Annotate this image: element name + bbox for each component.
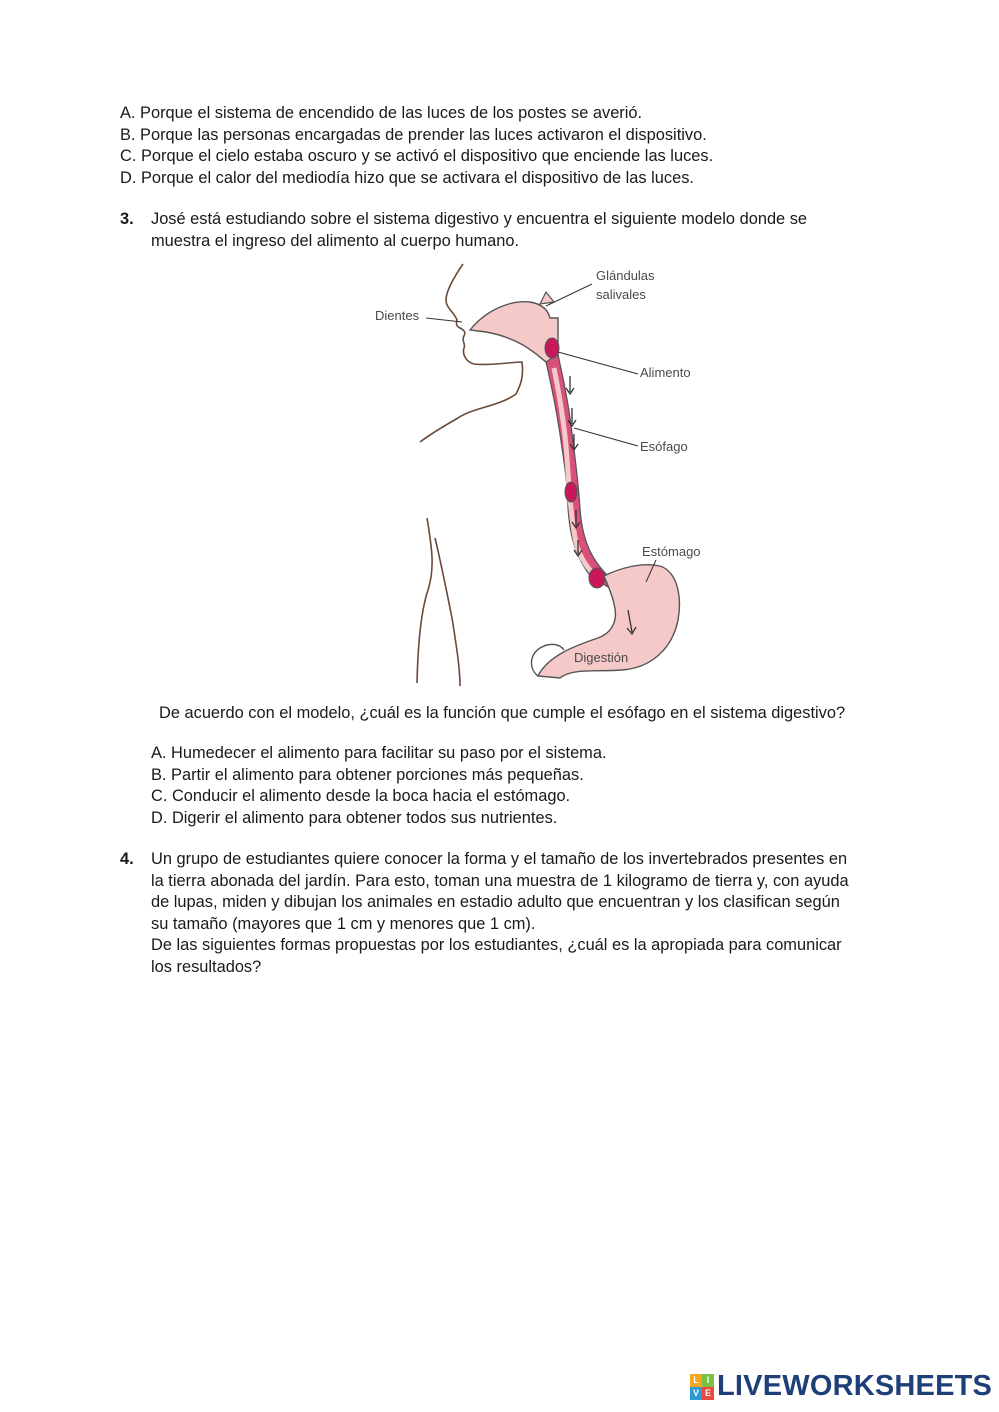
label-digestion: Digestión [574, 650, 629, 665]
q3-option-d: D. Digerir el alimento para obtener todos sus nutrientes. [151, 808, 558, 827]
q3-text-line-2: muestra el ingreso del alimento al cuerpo humano. [151, 232, 520, 250]
digestive-system-diagram [360, 258, 720, 688]
q4-text-line-5: De las siguientes formas propuestas por los estudiantes, ¿cuál es la apropiada para comunicar [151, 936, 842, 954]
q3-number: 3. [120, 210, 134, 228]
body-outline-torso [435, 538, 460, 686]
mouth-cavity [470, 302, 558, 362]
q3-option-a: A. Humedecer el alimento para facilitar su paso por el sistema. [151, 744, 607, 762]
logo-mark-letter: E [702, 1387, 714, 1400]
saliva-gland [540, 292, 554, 304]
liveworksheets-logo [690, 1370, 992, 1404]
q4-text-line-3: de lupas, miden y dibujan los animales en estadio adulto que encuentran y los clasifican según [151, 893, 840, 911]
q3-option-c: C. Conducir el alimento desde la boca hacia el estómago. [151, 787, 571, 805]
q2-option-a: A. Porque el sistema de encendido de las luces de los postes se averió. [120, 104, 643, 122]
food-bolus-top [545, 338, 559, 358]
q3-text-line-1: José está estudiando sobre el sistema digestivo y encuentra el siguiente modelo donde se [151, 210, 808, 228]
liveworksheets-logo-text: LIVEWORKSHEETS [717, 1370, 993, 1403]
label-alimento: Alimento [640, 365, 691, 380]
label-estomago: Estómago [642, 544, 701, 559]
q2-option-d: D. Porque el calor del mediodía hizo que se activara el dispositivo de las luces. [120, 168, 694, 187]
q4-number: 4. [120, 850, 134, 868]
liveworksheets-mark-icon [690, 1374, 714, 1400]
q3-question: De acuerdo con el modelo, ¿cuál es la función que cumple el esófago en el sistema digestivo? [159, 704, 846, 722]
food-bolus-middle [565, 482, 577, 502]
body-outline-arm [417, 518, 432, 683]
q4-text-line-2: la tierra abonada del jardín. Para esto, toman una muestra de 1 kilogramo de tierra y, con ayuda [151, 871, 849, 890]
logo-mark-letter: I [702, 1374, 714, 1387]
q4-text-line-4: su tamaño (mayores que 1 cm y menores que 1 cm). [151, 914, 536, 933]
food-bolus-bottom [589, 568, 605, 588]
logo-mark-letter: L [690, 1374, 702, 1387]
leader-alimento [558, 352, 638, 374]
logo-mark-letter: V [690, 1387, 702, 1400]
label-dientes: Dientes [375, 308, 420, 323]
body-outline-head [420, 264, 523, 442]
q4-text-line-1: Un grupo de estudiantes quiere conocer la forma y el tamaño de los invertebrados presentes en [151, 850, 848, 868]
label-esofago: Esófago [640, 439, 688, 454]
q2-option-c: C. Porque el cielo estaba oscuro y se activó el dispositivo que enciende las luces. [120, 147, 714, 165]
label-glandulas-2: salivales [596, 287, 646, 302]
q4-text-line-6: los resultados? [151, 957, 262, 976]
q2-option-b: B. Porque las personas encargadas de prender las luces activaron el dispositivo. [120, 125, 707, 144]
label-glandulas-1: Glándulas [596, 268, 655, 283]
leader-esofago [574, 428, 638, 446]
leader-glandulas [546, 284, 592, 306]
q3-option-b: B. Partir el alimento para obtener porciones más pequeñas. [151, 765, 584, 784]
